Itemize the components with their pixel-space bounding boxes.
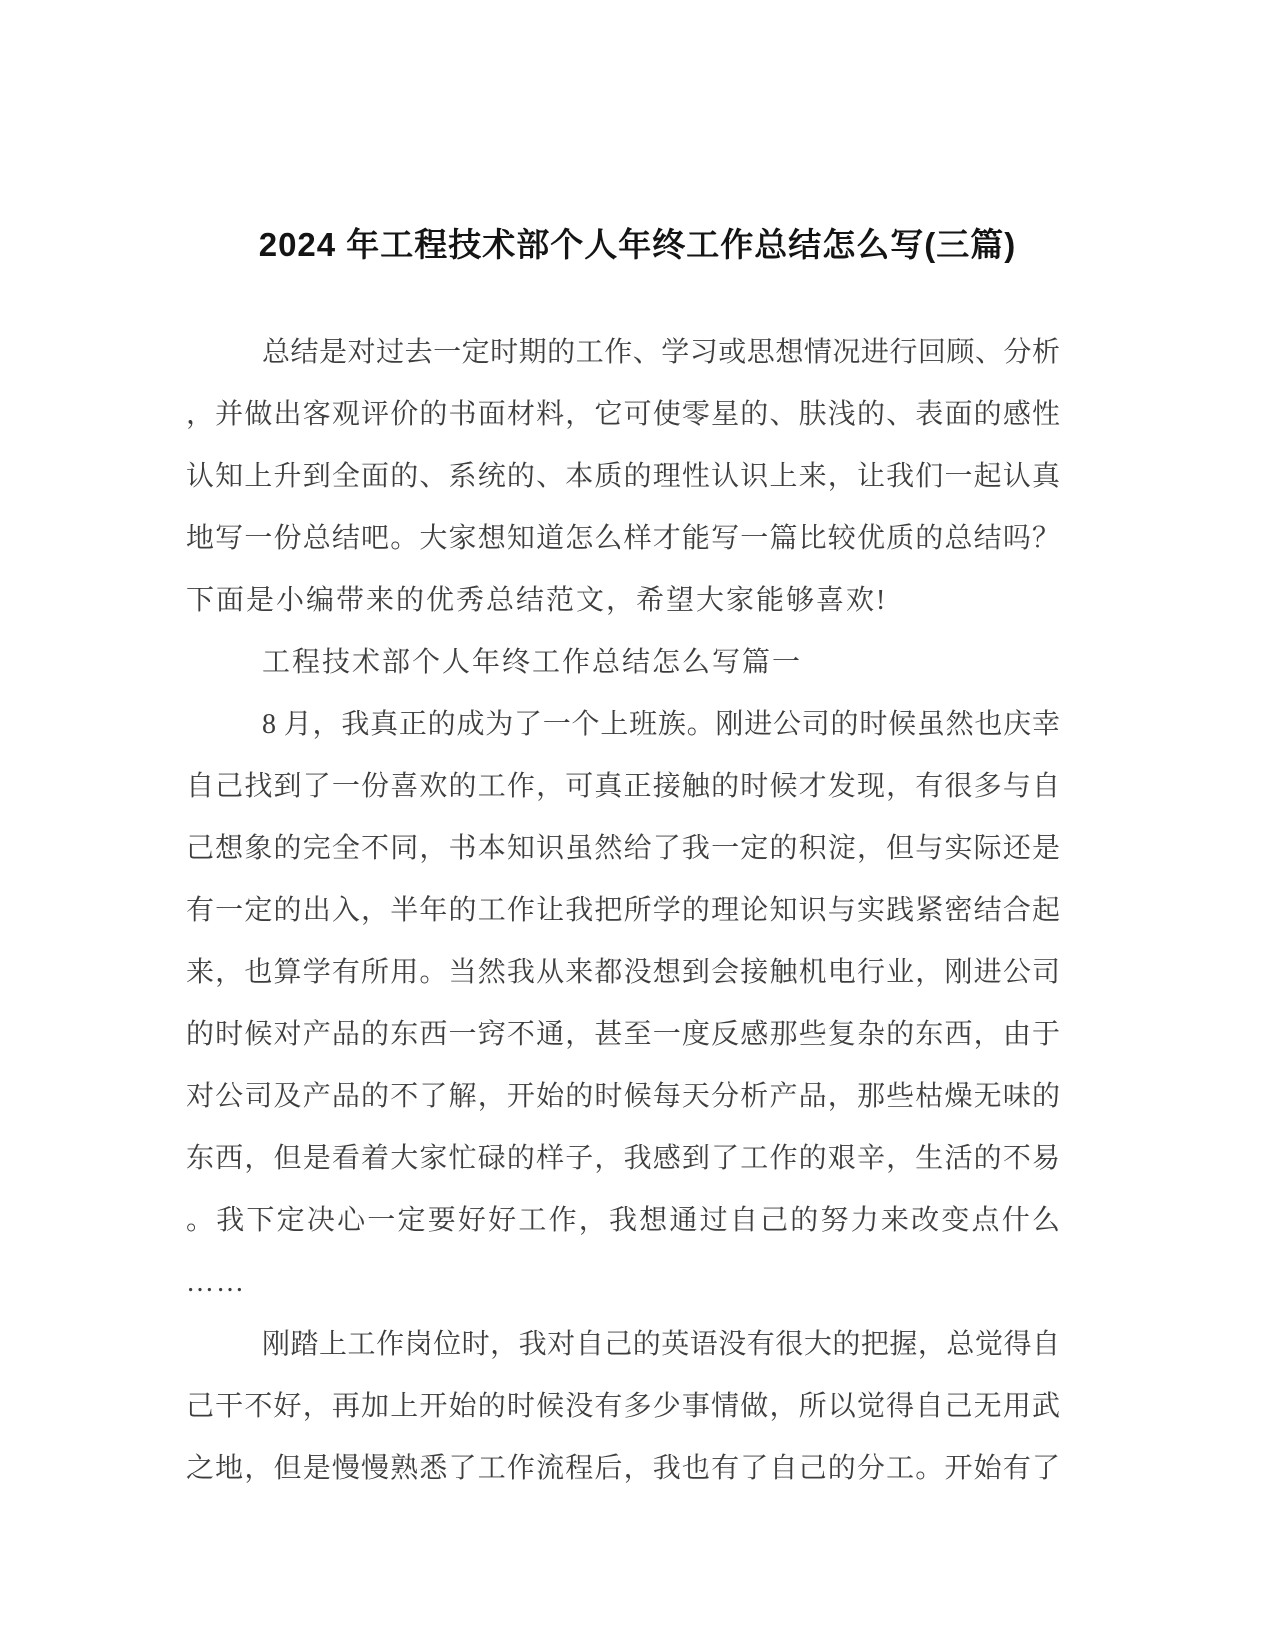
- body-line: 己干不好，再加上开始的时候没有多少事情做，所以觉得自己无用武: [186, 1391, 1060, 1422]
- body-line: 刚踏上工作岗位时，我对自己的英语没有很大的把握，总觉得自: [262, 1329, 1060, 1360]
- body-line: ，并做出客观评价的书面材料，它可使零星的、肤浅的、表面的感性: [186, 399, 1060, 430]
- body-line: 之地，但是慢慢熟悉了工作流程后，我也有了自己的分工。开始有了: [186, 1453, 1060, 1484]
- body-line: ……: [186, 1267, 246, 1298]
- body-line: 有一定的出入，半年的工作让我把所学的理论知识与实践紧密结合起: [186, 895, 1060, 926]
- body-line: 来，也算学有所用。当然我从来都没想到会接触机电行业，刚进公司: [186, 957, 1060, 988]
- body-line: 己想象的完全不同，书本知识虽然给了我一定的积淀，但与实际还是: [186, 833, 1060, 864]
- body-line: 总结是对过去一定时期的工作、学习或思想情况进行回顾、分析: [262, 337, 1060, 368]
- body-line: 自己找到了一份喜欢的工作，可真正接触的时候才发现，有很多与自: [186, 771, 1060, 802]
- body-line: 东西，但是看着大家忙碌的样子，我感到了工作的艰辛，生活的不易: [186, 1143, 1060, 1174]
- body-line: 8 月，我真正的成为了一个上班族。刚进公司的时候虽然也庆幸: [262, 709, 1060, 740]
- body-line: 的时候对产品的东西一窍不通，甚至一度反感那些复杂的东西，由于: [186, 1019, 1060, 1050]
- body-line: 对公司及产品的不了解，开始的时候每天分析产品，那些枯燥无味的: [186, 1081, 1060, 1112]
- document-body: [186, 322, 1060, 1500]
- body-line: 地写一份总结吧。大家想知道怎么样才能写一篇比较优质的总结吗？: [186, 523, 1060, 554]
- document-title: 2024 年工程技术部个人年终工作总结怎么写(三篇): [258, 226, 1017, 264]
- body-line: 认知上升到全面的、系统的、本质的理性认识上来，让我们一起认真: [186, 461, 1060, 492]
- body-line: 工程技术部个人年终工作总结怎么写篇一: [262, 647, 803, 678]
- body-line: 下面是小编带来的优秀总结范文，希望大家能够喜欢!: [186, 585, 888, 616]
- body-line: 。我下定决心一定要好好工作，我想通过自己的努力来改变点什么: [186, 1205, 1060, 1236]
